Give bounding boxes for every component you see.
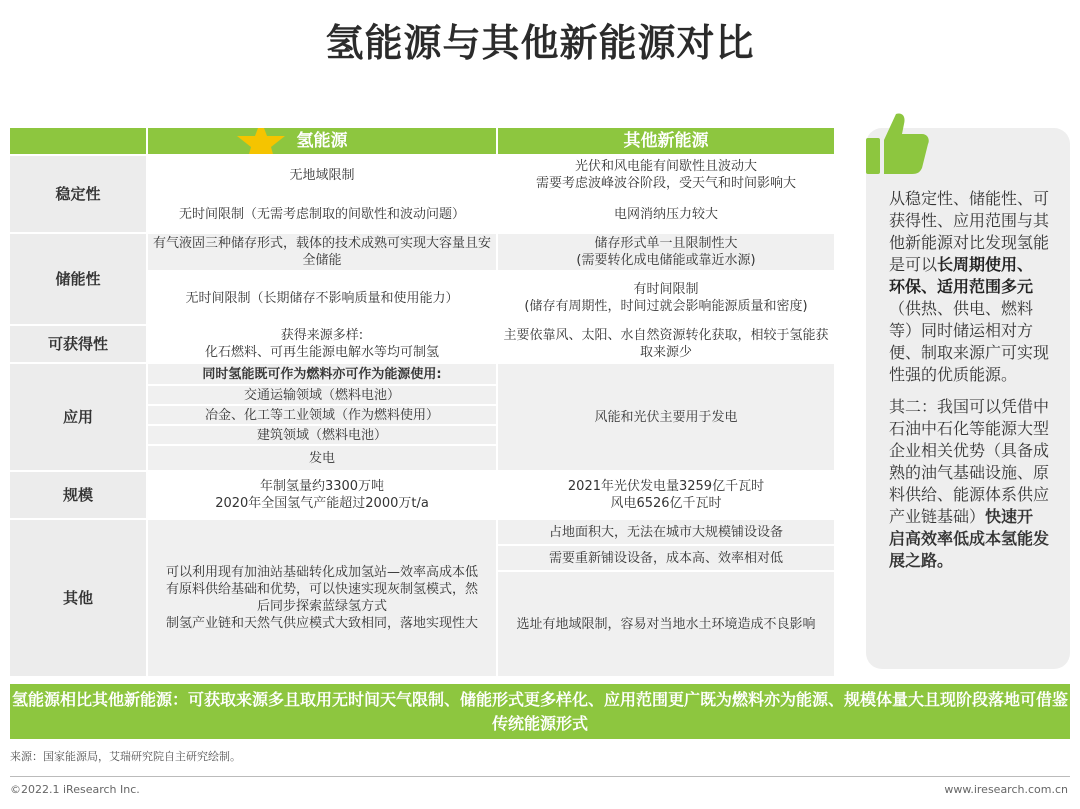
- cell-availability-o1: 主要依靠风、太阳、水自然资源转化获取，相较于氢能获取来源少: [498, 326, 834, 362]
- row-label-application: 应用: [10, 364, 146, 470]
- row-label-availability: 可获得性: [10, 326, 146, 362]
- footer-divider: [10, 776, 1070, 777]
- source-note: 来源：国家能源局，艾瑞研究院自主研究绘制。: [10, 750, 241, 763]
- website-url: www.iresearch.com.cn: [944, 783, 1068, 796]
- table-header-hydrogen: 氢能源: [148, 128, 496, 154]
- cell-storage-h1: 有气液固三种储存形式，载体的技术成熟可实现大容量且安全储能: [148, 234, 496, 270]
- cell-application-h4: 建筑领域（燃料电池）: [148, 426, 496, 444]
- cell-scale-h1: 年制氢量约3300万吨 2020年全国氢气产能超过2000万t/a: [148, 472, 496, 518]
- cell-storage-o2: 有时间限制 (储存有周期性，时间过就会影响能源质量和密度): [498, 272, 834, 324]
- row-label-stability: 稳定性: [10, 156, 146, 232]
- cell-application-h1: 同时氢能既可作为燃料亦可作为能源使用:: [148, 364, 496, 384]
- cell-application-h2: 交通运输领域（燃料电池）: [148, 386, 496, 404]
- row-label-other: 其他: [10, 520, 146, 676]
- cell-availability-h1: 获得来源多样: 化石燃料、可再生能源电解水等均可制氢: [148, 326, 496, 362]
- row-label-storage: 储能性: [10, 234, 146, 324]
- page-title: 氢能源与其他新能源对比: [325, 21, 755, 65]
- copyright: ©2022.1 iResearch Inc.: [10, 783, 140, 796]
- cell-other-o2: 需要重新铺设设备，成本高、效率相对低: [498, 546, 834, 570]
- cell-stability-h2: 无时间限制（无需考虑制取的间歇性和波动问题）: [148, 196, 496, 232]
- table-header-corner: [10, 128, 146, 154]
- cell-other-o3: 选址有地域限制，容易对当地水土环境造成不良影响: [498, 572, 834, 676]
- cell-storage-h2: 无时间限制（长期储存不影响质量和使用能力）: [148, 272, 496, 324]
- thumbs-up-icon: [862, 108, 932, 178]
- cell-stability-h1: 无地域限制: [148, 156, 496, 194]
- summary-text: 从稳定性、储能性、可获得性、应用范围与其他新能源对比发现氢能是可以长周期使用、环保、适用范围多元（供热、供电、燃料等）同时储运相对方便、制取来源广可实现性强的优质能源。 其二：我国可以凭借中石油中石化等能源大型企业相关优势（具备成熟的油气基础设施、原料供给、能源体系供应产业链基础）快速开启高效率低成本氢能发展之路。: [889, 189, 1050, 570]
- cell-scale-o1: 2021年光伏发电量3259亿千瓦时 风电6526亿千瓦时: [498, 472, 834, 518]
- cell-storage-o1: 储存形式单一且限制性大 (需要转化成电储能或靠近水源): [498, 234, 834, 270]
- cell-stability-o1: 光伏和风电能有间歇性且波动大 需要考虑波峰波谷阶段，受天气和时间影响大: [498, 156, 834, 194]
- table-header-other: 其他新能源: [498, 128, 834, 154]
- star-icon: [234, 128, 288, 154]
- cell-stability-o2: 电网消纳压力较大: [498, 196, 834, 232]
- cell-other-o1: 占地面积大，无法在城市大规模铺设设备: [498, 520, 834, 544]
- row-label-scale: 规模: [10, 472, 146, 518]
- cell-application-o1: 风能和光伏主要用于发电: [498, 364, 834, 470]
- conclusion-banner: 氢能源相比其他新能源：可获取来源多且取用无时间天气限制、储能形式更多样化、应用范围更广既为燃料亦为能源、规模体量大且现阶段落地可借鉴传统能源形式: [10, 684, 1070, 739]
- cell-other-h1: 可以利用现有加油站基础转化成加氢站—效率高成本低 有原料供给基础和优势，可以快速实现灰制氢模式，然后同步探索蓝绿氢方式 制氢产业链和天然气供应模式大致相同，落地实现性大: [148, 520, 496, 676]
- cell-application-h3: 冶金、化工等工业领域（作为燃料使用）: [148, 406, 496, 424]
- cell-application-h5: 发电: [148, 446, 496, 470]
